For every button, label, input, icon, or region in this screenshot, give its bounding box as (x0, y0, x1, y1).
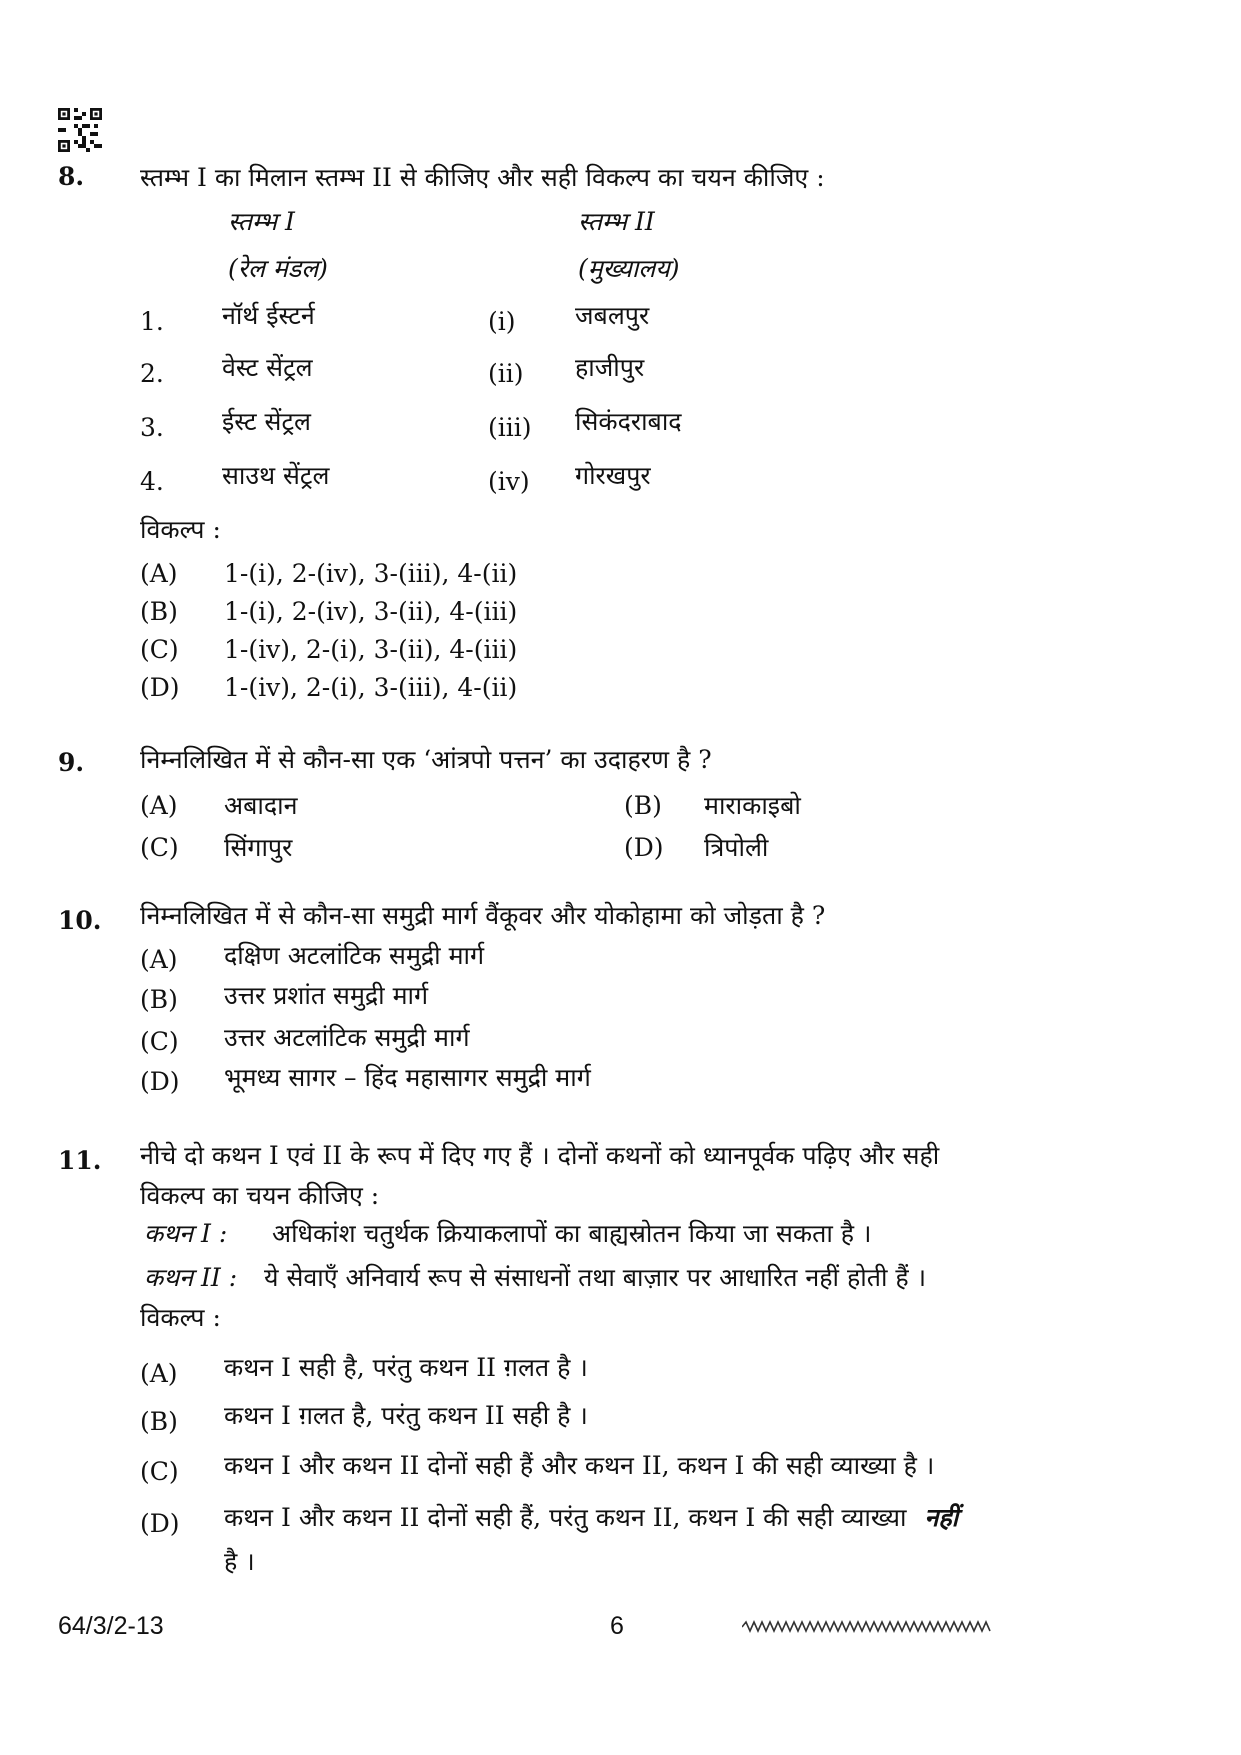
option-text[interactable]: भूमध्य सागर – हिंद महासागर समुद्री मार्ग (224, 1063, 591, 1092)
paper-code: 64/3/2-13 (58, 1612, 164, 1640)
option-text[interactable]: 1-(i), 2-(iv), 3-(ii), 4-(iii) (224, 597, 518, 626)
option-label[interactable]: (A) (140, 791, 178, 820)
question-number: 10. (58, 906, 102, 935)
column-1-subheading: (रेल मंडल) (228, 254, 328, 283)
option-text[interactable]: कथन I और कथन II दोनों सही हैं और कथन II, कथन I की सही व्याख्या है । (224, 1451, 935, 1480)
option-label[interactable]: (B) (624, 791, 662, 820)
column-2-subheading: (मुख्यालय) (578, 254, 680, 283)
option-label[interactable]: (B) (140, 597, 178, 626)
option-label[interactable]: (D) (140, 1509, 180, 1538)
match-row-value: जबलपुर (575, 301, 650, 330)
question-text: निम्नलिखित में से कौन-सा एक ‘आंत्रपो पत्तन’ का उदाहरण है ? (140, 745, 712, 774)
match-row-item: नॉर्थ ईस्टर्न (222, 301, 315, 330)
option-label[interactable]: (B) (140, 1407, 178, 1436)
match-row-number: 4. (140, 467, 164, 496)
option-text[interactable]: कथन I ग़लत है, परंतु कथन II सही है । (224, 1401, 588, 1430)
question-text: विकल्प का चयन कीजिए : (140, 1181, 380, 1210)
options-label: विकल्प : (140, 515, 221, 544)
match-row-roman: (iv) (488, 467, 530, 496)
option-text[interactable]: 1-(iv), 2-(i), 3-(ii), 4-(iii) (224, 635, 518, 664)
question-text: नीचे दो कथन I एवं II के रूप में दिए गए हैं । दोनों कथनों को ध्यानपूर्वक पढ़िए और सही (140, 1141, 940, 1170)
option-label[interactable]: (A) (140, 1359, 178, 1388)
match-row-number: 3. (140, 413, 164, 442)
question-number: 8. (58, 162, 85, 191)
option-text-continuation: है । (224, 1547, 255, 1576)
option-label[interactable]: (C) (140, 1027, 179, 1056)
statement-2-text: ये सेवाएँ अनिवार्य रूप से संसाधनों तथा बाज़ार पर आधारित नहीं होती हैं । (264, 1263, 927, 1292)
statement-1-label: कथन I : (144, 1219, 228, 1248)
match-row-item: साउथ सेंट्रल (222, 461, 330, 490)
page-number: 6 (610, 1612, 624, 1640)
option-text[interactable]: अबादान (224, 791, 298, 820)
match-row-value: गोरखपुर (575, 461, 651, 490)
option-label[interactable]: (D) (140, 673, 180, 702)
option-text[interactable]: 1-(iv), 2-(i), 3-(iii), 4-(ii) (224, 673, 518, 702)
option-label[interactable]: (A) (140, 559, 178, 588)
option-text[interactable]: 1-(i), 2-(iv), 3-(iii), 4-(ii) (224, 559, 518, 588)
match-row-number: 1. (140, 307, 164, 336)
option-text-emphasis: नहीं (924, 1503, 959, 1532)
option-label[interactable]: (C) (140, 833, 179, 862)
match-row-item: वेस्ट सेंट्रल (222, 353, 313, 382)
option-text[interactable]: माराकाइबो (704, 791, 801, 820)
option-text[interactable]: कथन I सही है, परंतु कथन II ग़लत है । (224, 1353, 588, 1382)
match-row-value: सिकंदराबाद (575, 407, 682, 436)
match-row-item: ईस्ट सेंट्रल (222, 407, 311, 436)
match-row-roman: (i) (488, 307, 516, 336)
option-text[interactable]: उत्तर अटलांटिक समुद्री मार्ग (224, 1023, 470, 1052)
option-text[interactable]: उत्तर प्रशांत समुद्री मार्ग (224, 981, 429, 1010)
option-label[interactable]: (A) (140, 945, 178, 974)
option-text[interactable]: दक्षिण अटलांटिक समुद्री मार्ग (224, 941, 485, 970)
question-text: निम्नलिखित में से कौन-सा समुद्री मार्ग वैंकूवर और योकोहामा को जोड़ता है ? (140, 901, 826, 930)
match-row-roman: (iii) (488, 413, 532, 442)
question-text: स्तम्भ I का मिलान स्तम्भ II से कीजिए और सही विकल्प का चयन कीजिए : (140, 163, 825, 192)
wavy-line-decoration (742, 1620, 992, 1634)
option-text-main: कथन I और कथन II दोनों सही हैं, परंतु कथन II, कथन I की सही व्याख्या (224, 1503, 907, 1532)
option-text[interactable]: सिंगापुर (224, 833, 293, 862)
option-label[interactable]: (B) (140, 985, 178, 1014)
qr-code-icon (58, 108, 102, 152)
match-row-roman: (ii) (488, 359, 524, 388)
statement-2-label: कथन II : (144, 1263, 238, 1292)
option-label[interactable]: (C) (140, 1457, 179, 1486)
column-2-heading: स्तम्भ II (578, 207, 655, 236)
question-number: 11. (58, 1146, 102, 1175)
match-row-value: हाजीपुर (575, 353, 645, 382)
option-label[interactable]: (D) (140, 1067, 180, 1096)
option-text[interactable]: त्रिपोली (704, 833, 769, 862)
column-1-heading: स्तम्भ I (228, 207, 295, 236)
option-label[interactable]: (C) (140, 635, 179, 664)
statement-1-text: अधिकांश चतुर्थक क्रियाकलापों का बाह्यस्रोतन किया जा सकता है । (272, 1219, 872, 1248)
option-label[interactable]: (D) (624, 833, 664, 862)
options-label: विकल्प : (140, 1303, 221, 1332)
option-text[interactable] (224, 1502, 958, 1534)
match-row-number: 2. (140, 359, 164, 388)
question-number: 9. (58, 748, 85, 777)
